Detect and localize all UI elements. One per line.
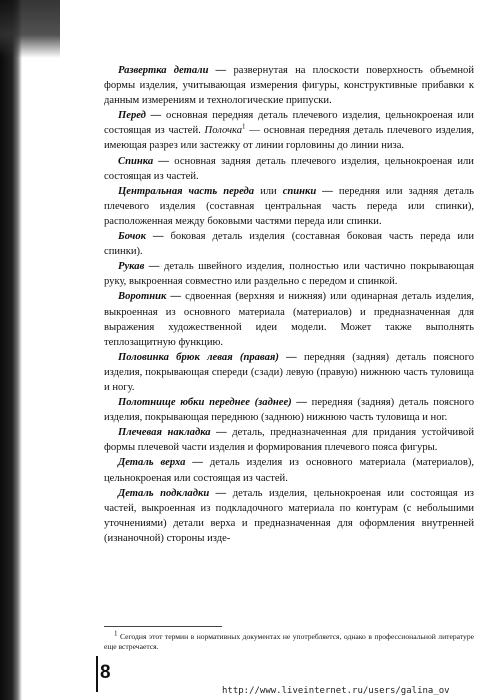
definition: развернутая на плоскости поверхность объемной формы изделия, учитывающая измерения фигуры, конструктивные прибавки к данным измерениям и технологические припуски. (104, 65, 474, 107)
entry-rukav (104, 259, 474, 289)
page-body (104, 63, 474, 546)
watermark-url: http://www.liveinternet.ru/users/galina_ov (222, 686, 450, 696)
page-number-bar (96, 656, 98, 692)
definition: деталь, предназначенная для придания устойчивой формы плечевой части изделия и формирования плечевого пояса фигуры. (104, 427, 474, 454)
term: Рукав — (118, 261, 160, 273)
definition: боковая деталь изделия (составная боковая часть переда или спинки). (104, 231, 474, 258)
connector: или (254, 185, 283, 197)
term: Перед — (118, 110, 162, 122)
term: Развертка детали — (118, 65, 227, 76)
term-italic: Полочка (204, 125, 243, 137)
term: Деталь верха — (118, 457, 203, 469)
footnote (104, 629, 474, 652)
definition: сдвоенная (верхняя и нижняя) или одинарная деталь изделия, выкроенная из основного материала (материалов) и предназначенная для выражения художественной идеи модели. Может также выполнять теплозащитную функцию. (104, 291, 474, 348)
term: Плечевая накладка — (118, 427, 227, 439)
footnote-divider (104, 626, 222, 627)
footnote-mark: 1 (114, 629, 118, 638)
entry-polovinka-bryuk (104, 350, 474, 395)
entry-central-part (104, 184, 474, 229)
definition-continued: — основная передняя деталь плечевого изделия, имеющая разрез или застежку от линии горловины до линии низа. (104, 125, 474, 152)
entry-pered (104, 108, 474, 153)
term: Бочок — (118, 231, 164, 243)
entry-razvertka (104, 63, 474, 108)
scan-shadow-corner (0, 0, 60, 58)
definition: основная задняя деталь плечевого изделия, цельнокроеная или состоящая из частей. (104, 155, 474, 182)
entry-vorotnik (104, 289, 474, 349)
definition: передняя или задняя деталь плечевого изделия (составная центральная часть переда или спинки), расположенная между боковыми частями переда или спинки. (104, 185, 474, 227)
definition: передняя (задняя) деталь поясного изделия, покрывающая переднюю (заднюю) нижнюю часть туловища и ног. (104, 397, 474, 424)
definition: деталь швейного изделия, полностью или частично покрывающая руку, выкроенная совместно или раздельно с передом и спинкой. (104, 261, 474, 288)
definition: основная передняя деталь плечевого изделия, цельнокроеная или состоящая из частей. (104, 110, 474, 137)
footnote-marker: 1 (242, 122, 246, 131)
entry-detal-verha (104, 455, 474, 485)
definition: деталь изделия, цельнокроеная или состоящая из частей, выкроенная из подкладочного материала по контурам (с небольшими уточнениями) детали верха и предназначенная для оформления внутренней (изнаночной) стороны изде- (104, 487, 474, 544)
term: Половинка брюк левая (правая) — (118, 351, 297, 363)
definition: деталь изделия из основного материала (материалов), цельнокроеная или состоящая из частей. (104, 457, 474, 484)
entry-plechevaya-nakladka (104, 425, 474, 455)
entry-spinka (104, 154, 474, 184)
term: Деталь подкладки — (118, 487, 227, 499)
scan-shadow-edge (0, 0, 22, 700)
entry-bochok (104, 229, 474, 259)
footnote-text: Сегодня этот термин в нормативных документах не употребляется, однако в профессиональной литературе еще встречается. (104, 632, 474, 651)
term: Воротник — (118, 291, 182, 303)
entry-detal-podkladki (104, 486, 474, 546)
definition: передняя (задняя) деталь поясного изделия, покрывающая спереди (сзади) левую (правую) нижнюю часть туловища и ногу. (104, 351, 474, 393)
term: Центральная часть переда (118, 185, 255, 197)
term-second: спинки — (282, 185, 333, 197)
term: Спинка — (118, 155, 169, 167)
term: Полотнище юбки переднее (заднее) — (118, 397, 307, 409)
entry-polotnische-yubki (104, 395, 474, 425)
page-number: 8 (100, 662, 111, 683)
